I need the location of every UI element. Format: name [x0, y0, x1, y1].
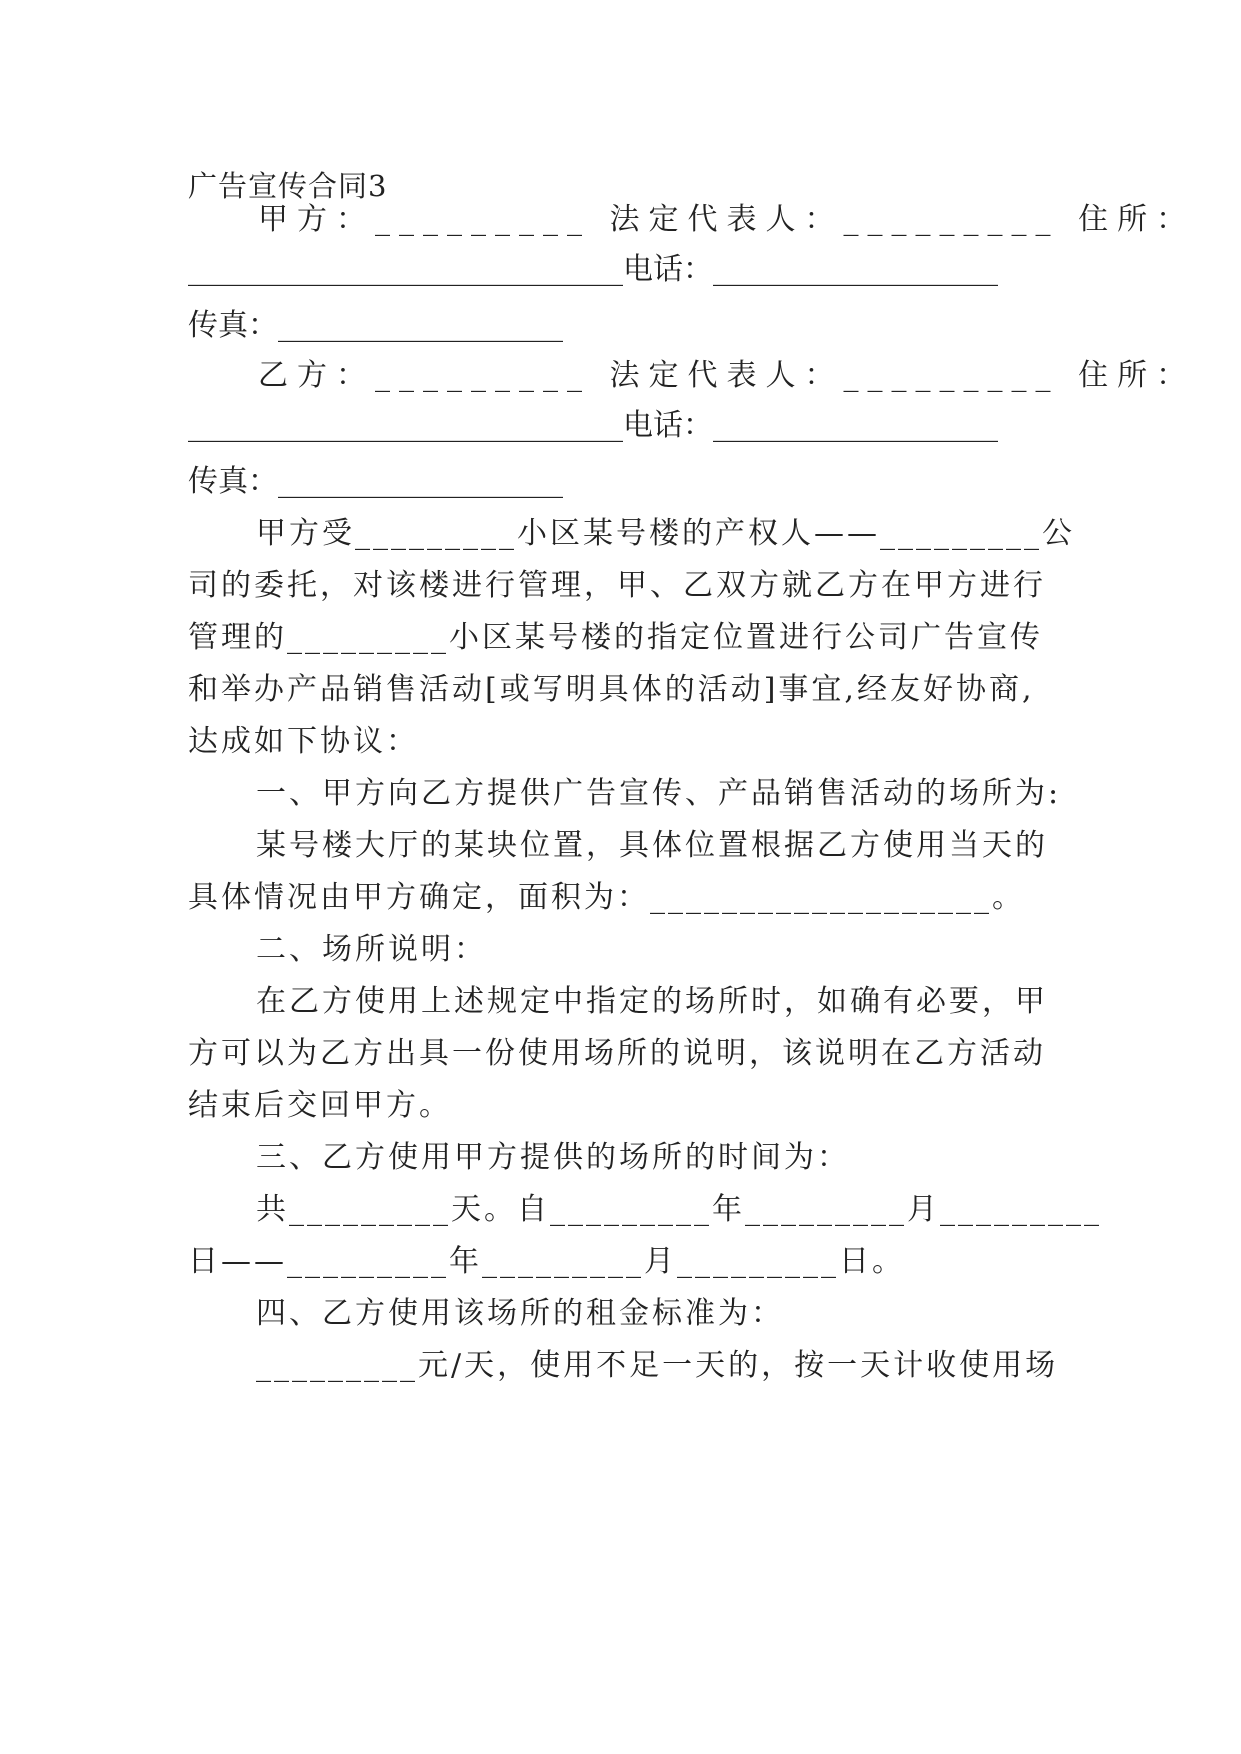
clause-3-heading: 三、乙方使用甲方提供的场所的时间为： [256, 1140, 850, 1175]
clause-2-text-line: 结束后交回甲方。 [188, 1088, 452, 1123]
intro-paragraph-line: 和举办产品销售活动[或写明具体的活动]事宜,经友好协商, [188, 672, 1035, 707]
clause-1-heading: 一、甲方向乙方提供广告宣传、产品销售活动的场所为: [256, 776, 1062, 811]
intro-paragraph-line: 达成如下协议： [188, 724, 419, 759]
clause-4-text-line: _________元/天，使用不足一天的，按一天计收使用场 [256, 1348, 1059, 1383]
party-a-fax-line: 传真：___________________ [188, 308, 563, 343]
intro-paragraph-line: 司的委托，对该楼进行管理，甲、乙双方就乙方在甲方进行 [188, 568, 1046, 603]
clause-2-text-line: 在乙方使用上述规定中指定的场所时，如确有必要，甲 [256, 984, 1048, 1019]
intro-paragraph-line: 管理的_________小区某号楼的指定位置进行公司广告宣传 [188, 620, 1043, 655]
clause-2-text-line: 方可以为乙方出具一份使用场所的说明，该说明在乙方活动 [188, 1036, 1046, 1071]
clause-1-text-line: 某号楼大厅的某块位置，具体位置根据乙方使用当天的 [256, 828, 1048, 863]
clause-3-text-line: 共_________天。自_________年_________月_________ [256, 1192, 1102, 1227]
party-b-address-phone-line: _____________________________电话：___________________ [188, 408, 998, 443]
clause-3-text-line: 日——_________年_________月_________日。 [188, 1244, 905, 1279]
party-a-info-line: 甲方：_________ 法定代表人：_________ 住所： [258, 202, 1196, 237]
clause-1-text-line: 具体情况由甲方确定，面积为：___________________。 [188, 880, 1025, 915]
intro-paragraph-line: 甲方受_________小区某号楼的产权人——_________公 [256, 516, 1075, 551]
party-a-address-phone-line: _____________________________电话：___________________ [188, 252, 998, 287]
party-b-fax-line: 传真：___________________ [188, 464, 563, 499]
party-b-info-line: 乙方：_________ 法定代表人：_________ 住所： [258, 358, 1196, 393]
document-title: 广告宣传合同3 [188, 169, 388, 203]
clause-2-heading: 二、场所说明： [256, 932, 487, 967]
clause-4-heading: 四、乙方使用该场所的租金标准为： [256, 1296, 784, 1331]
